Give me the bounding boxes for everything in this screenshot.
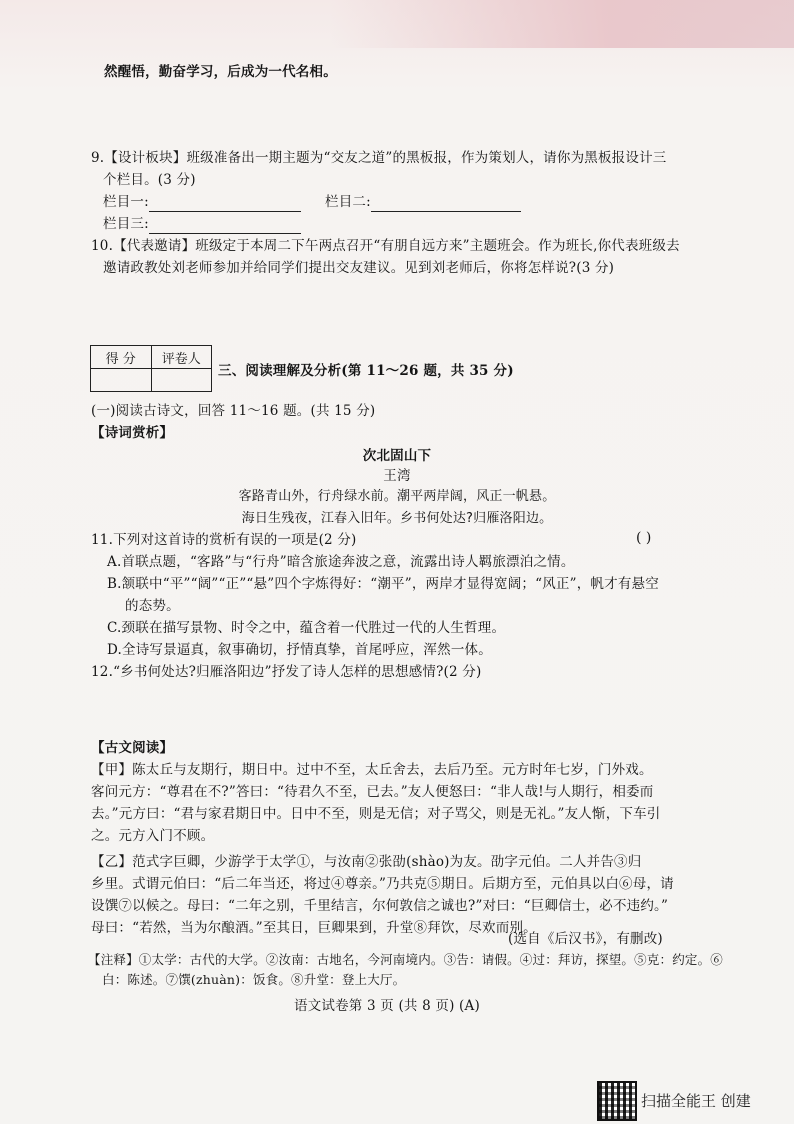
q10-line2: 邀请政教处刘老师参加并给同学们提出交友建议。见到刘老师后，你将怎样说?(3 分) [103,260,615,276]
q10-line1: 10.【代表邀请】班级定于本周二下午两点召开“有朋自远方来”主题班会。作为班长,你代表班级去 [91,238,680,254]
q11-answer-paren[interactable]: ( ) [636,530,652,546]
q11-stem: 11.下列对这首诗的赏析有误的一项是(2 分) [91,532,357,548]
q9-column1-blank[interactable] [149,197,301,212]
part1-title: (一)阅读古诗文，回答 11～16 题。(共 15 分) [91,403,376,419]
poem-author: 王湾 [383,468,411,484]
passage-yi-line1: 【乙】范式字巨卿，少游学于太学①，与汝南②张劭(shào)为友。劭字元伯。二人并告③归 [91,854,642,870]
q11-option-d: D.全诗写景逼真，叙事确切，抒情真挚，首尾呼应，浑然一体。 [107,642,492,658]
q9-column3-label: 栏目三: [103,216,149,232]
passage-yi-line3: 设馔⑦以候之。母曰：“二年之别，千里结言，尔何敦信之诚也?”对曰：“巨卿信士，必不违约。” [91,898,669,914]
passage-jia-line3: 去。”元方曰：“君与家君期日中。日中不至，则是无信；对子骂父，则是无礼。”友人惭，下车引 [91,806,661,822]
q11-option-b-line1: B.颔联中“平”“阔”“正”“悬”四个字炼得好：“潮平”，两岸才显得宽阔；“风正”，帆才有悬空 [107,576,659,592]
poem-title: 次北固山下 [362,448,432,464]
score-table [90,345,212,392]
q11-option-a: A.首联点题，“客路”与“行舟”暗含旅途奔波之意，流露出诗人羁旅漂泊之情。 [107,554,575,570]
q9-column2-blank[interactable] [371,197,521,212]
top-line: 然醒悟，勤奋学习，后成为一代名相。 [104,64,337,80]
classical-label: 【古文阅读】 [91,740,174,756]
q9-column2 [325,192,521,212]
q9-line1: 9.【设计板块】班级准备出一期主题为“交友之道”的黑板报，作为策划人，请你为黑板报设计三 [91,150,667,166]
notes-line2: 白：陈述。⑦馔(zhuàn)：饭食。⑧升堂：登上大厅。 [102,972,406,987]
passage-yi-line4: 母曰：“若然，当为尔酿酒。”至其日，巨卿果到，升堂⑧拜饮，尽欢而别。 [91,920,537,936]
scan-color-band [330,0,794,48]
poem-line2: 海日生残夜，江春入旧年。乡书何处达?归雁洛阳边。 [241,511,553,526]
q9-column2-label: 栏目二: [325,194,371,210]
q9-column3-blank[interactable] [149,219,301,234]
passage-jia-line1: 【甲】陈太丘与友期行，期日中。过中不至，太丘舍去，去后乃至。元方时年七岁，门外戏。 [91,762,653,778]
poem-label: 【诗词赏析】 [91,425,174,441]
grader-cell[interactable] [151,369,212,392]
q11-option-b-line2: 的态势。 [125,598,180,614]
passage-jia-line4: 之。元方入门不顾。 [91,828,215,844]
q12-stem: 12.“乡书何处达?归雁洛阳边”抒发了诗人怎样的思想感情?(2 分) [91,664,482,680]
passage-source: (选自《后汉书》，有删改) [508,931,663,947]
q11-option-c: C.颈联在描写景物、时令之中，蕴含着一代胜过一代的人生哲理。 [107,620,506,636]
section3-title: 三、阅读理解及分析(第 11～26 题，共 35 分) [218,363,514,379]
q9-column1 [103,192,301,212]
grader-header: 评卷人 [151,346,212,369]
q9-column3 [103,214,301,234]
q9-line2: 个栏目。(3 分) [103,172,196,188]
passage-yi-line2: 乡里。式谓元伯曰：“后二年当还，将过④尊亲。”乃共克⑤期日。后期方至，元伯具以白⑥母，请 [91,876,674,892]
passage-jia-line2: 客问元方：“尊君在不?”答曰：“待君久不至，已去。”友人便怒曰：“非人哉!与人期行，相委而 [91,784,654,800]
page-footer: 语文试卷第 3 页 (共 8 页) (A) [294,998,480,1014]
poem-line1: 客路青山外，行舟绿水前。潮平两岸阔，风正一帆悬。 [238,489,556,504]
scanner-watermark: 扫描全能王 创建 [641,1092,751,1110]
qr-code-icon [597,1081,637,1121]
q9-column1-label: 栏目一: [103,194,149,210]
notes-line1: 【注释】①太学：古代的大学。②汝南：古地名，今河南境内。③告：请假。④过：拜访，探望。⑤克：约定。⑥ [88,952,724,967]
score-header: 得 分 [91,346,152,369]
score-cell[interactable] [91,369,152,392]
